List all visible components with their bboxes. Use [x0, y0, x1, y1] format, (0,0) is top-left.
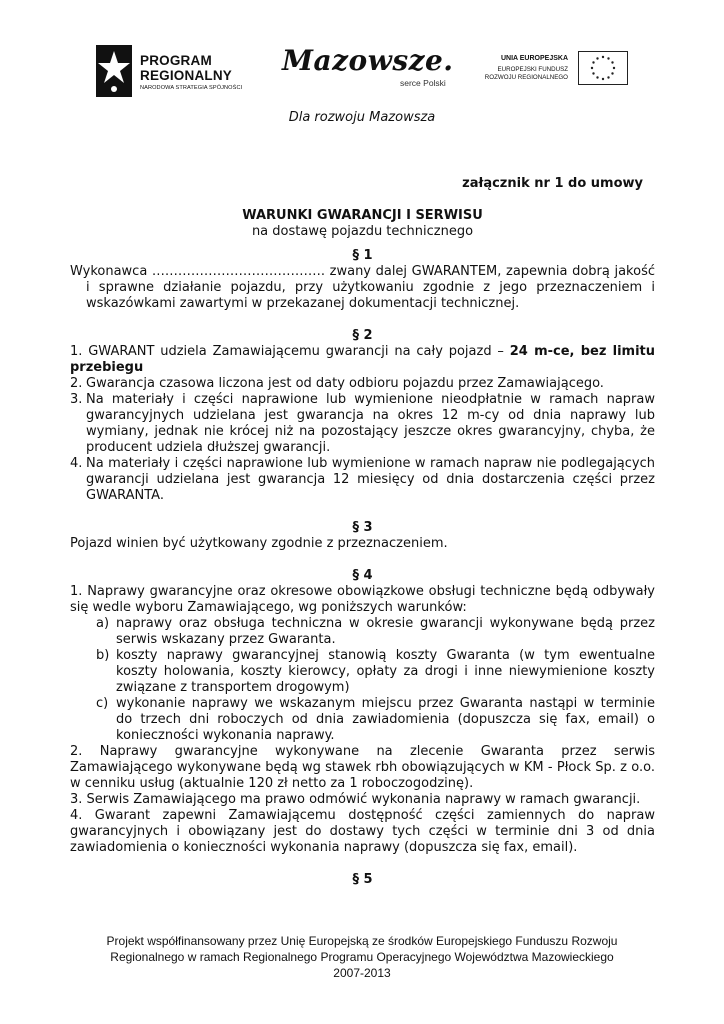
section-4-item-3: 3. Serwis Zamawiającego ma prawo odmówić wykonania naprawy w ramach gwarancji.	[70, 792, 641, 807]
attachment-label: załącznik nr 1 do umowy	[462, 176, 643, 191]
eu-logo-line1: UNIA EUROPEJSKA	[500, 55, 568, 62]
sub-list-item-text: koszty naprawy gwarancyjnej stanowią koszty Gwaranta (w tym ewentualne koszty holowania, koszty kierowcy, opłaty za drogi i inne niewymienione koszty związane z transportem drogowym)	[116, 648, 655, 695]
eu-logo	[480, 55, 628, 87]
footer	[0, 933, 724, 981]
tagline: Dla rozwoju Mazowsza	[288, 110, 436, 125]
program-logo-line3: NARODOWA STRATEGIA SPÓJNOŚCI	[140, 85, 243, 91]
program-logo-line2: REGIONALNY	[140, 68, 233, 83]
eu-logo-line3: ROZWOJU REGIONALNEGO	[484, 74, 568, 81]
section-4-item-1: 1. Naprawy gwarancyjne oraz okresowe obowiązkowe obsługi techniczne będą odbywały się wedle wyboru Zamawiającego, wg poniższych warunków:	[70, 584, 655, 615]
sub-list-item-letter: c)	[96, 696, 109, 711]
section-4-heading: § 4	[352, 568, 373, 583]
footer-line-3: 2007-2013	[333, 966, 391, 980]
eu-flag-icon	[578, 51, 628, 85]
list-item	[70, 392, 655, 456]
nss-star-icon	[96, 45, 132, 97]
sub-list-item	[70, 648, 655, 696]
footer-line-1: Projekt współfinansowany przez Unię Europejską ze środków Europejskiego Funduszu Rozwoju	[106, 934, 618, 948]
section-3-text: Pojazd winien być użytkowany zgodnie z przeznaczeniem.	[70, 536, 448, 551]
footer-line-2: Regionalnego w ramach Regionalnego Programu Operacyjnego Województwa Mazowieckiego	[110, 950, 614, 964]
section-2-heading: § 2	[352, 328, 373, 343]
section-1-heading: § 1	[352, 248, 373, 263]
list-item-text: Na materiały i części naprawione lub wymienione w ramach napraw nie podlegających gwarancji udzielana jest gwarancja 12 miesięcy od dnia dostarczenia części przez GWARANTA.	[86, 456, 655, 503]
section-4-item-4: 4. Gwarant zapewni Zamawiającemu dostępność części zamiennych do napraw gwarancyjnych i obowiązany jest do dostawy tych części w terminie dni 3 od dnia zawiadomienia o konieczności wykonania naprawy (dopuszcza się fax, email).	[70, 808, 655, 855]
sub-list-item	[70, 696, 655, 744]
program-logo-line1: PROGRAM	[140, 53, 212, 68]
eu-logo-line2: EUROPEJSKI FUNDUSZ	[497, 66, 568, 73]
list-item-number: 2.	[70, 376, 83, 391]
sub-list-item	[70, 616, 655, 648]
section-4-item-2: 2. Naprawy gwarancyjne wykonywane na zlecenie Gwaranta przez serwis Zamawiającego wykonywane będą wg stawek rbh obowiązujących w KM - Płock Sp. z o.o. w cenniku usług (aktualnie 120 zł netto za 1 roboczogodzinę).	[70, 744, 655, 791]
list-item	[70, 456, 655, 504]
list-item-number: 3.	[70, 392, 83, 407]
sub-list-item-text: naprawy oraz obsługa techniczna w okresie gwarancji wykonywane będą przez serwis wskazany przez Gwaranta.	[116, 616, 655, 647]
section-2-item-1-bold: 24 m-ce, bez limitu przebiegu	[70, 344, 655, 375]
section-2-item-1	[70, 344, 655, 376]
list-item	[70, 376, 655, 392]
program-regionalny-logo	[96, 45, 266, 97]
list-item-text: Gwarancja czasowa liczona jest od daty odbioru pojazdu przez Zamawiającego.	[86, 376, 604, 391]
sub-list-item-letter: b)	[96, 648, 110, 663]
mazowsze-logo-word: Mazowsze.	[282, 44, 454, 77]
section-1-text: Wykonawca …………………………………. zwany dalej GWARANTEM, zapewnia dobrą jakość i sprawne działanie pojazdu, przy użytkowaniu zgodnie z jego przeznaczeniem i wskazówkami zawartymi w przekazanej dokumentacji technicznej.	[70, 264, 655, 311]
list-item-text: Na materiały i części naprawione lub wymienione nieodpłatnie w ramach napraw gwarancyjnych udzielana jest gwarancja na okres 12 m-cy od dnia naprawy lub wymiany, jednak nie krócej niż na pozostający jeszcze okres gwarancyjny, chyba, że producent udziela dłuższej gwarancji.	[86, 392, 655, 455]
section-5-heading: § 5	[352, 872, 373, 887]
list-item-number: 4.	[70, 456, 83, 471]
mazowsze-logo	[282, 46, 462, 92]
section-2-item-1-text: 1. GWARANT udziela Zamawiającemu gwarancji na cały pojazd –	[70, 344, 510, 359]
document-title: WARUNKI GWARANCJI I SERWISU	[242, 208, 483, 223]
document-content	[70, 208, 655, 888]
sub-list-item-letter: a)	[96, 616, 110, 631]
section-3-heading: § 3	[352, 520, 373, 535]
sub-list-item-text: wykonanie naprawy we wskazanym miejscu przez Gwaranta nastąpi w terminie do trzech dni roboczych od dnia zawiadomienia (dopuszcza się fax, email) o konieczności wykonania naprawy.	[116, 696, 655, 743]
mazowsze-logo-sub: serce Polski	[400, 78, 446, 88]
document-subtitle: na dostawę pojazdu technicznego	[251, 224, 474, 239]
